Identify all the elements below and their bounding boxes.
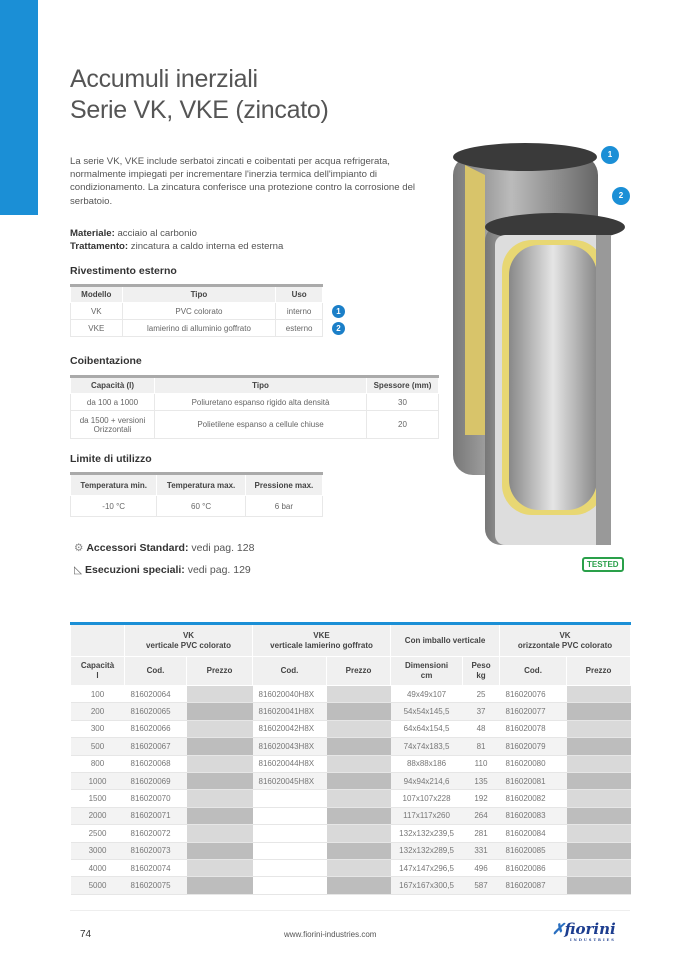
vke-price-cell — [327, 755, 391, 772]
group-header: VK verticale PVC colorato — [125, 624, 253, 657]
intro-text: La serie VK, VKE include serbatoi zincati e coibentati per acqua refrigerata, normalmente impiegati per incrementare l'inerzia termica dell'impianto di condizionamento. La zincatura conferisce una protezione contro la corrosione del serbatoio. — [70, 156, 416, 207]
callout-2-image: 2 — [612, 187, 630, 205]
capacity-cell: 4000 — [71, 859, 125, 876]
vk-price-cell — [187, 825, 253, 842]
table-row — [71, 320, 323, 337]
cell: da 100 a 1000 — [71, 394, 155, 411]
weight-cell: 192 — [463, 790, 500, 807]
capacity-cell: 500 — [71, 738, 125, 755]
logo-text: fiorini — [564, 920, 616, 938]
vko-code-cell: 816020081 — [500, 772, 567, 789]
vk-code-cell: 816020075 — [125, 877, 187, 894]
th: Temperatura min. — [71, 474, 157, 496]
callout-1-image: 1 — [601, 146, 619, 164]
dimensions-cell: 132x132x239,5 — [391, 825, 463, 842]
table-row — [71, 807, 631, 824]
vke-code-cell: 816020044H8X — [253, 755, 327, 772]
weight-cell: 587 — [463, 877, 500, 894]
capacity-cell: 2000 — [71, 807, 125, 824]
th: Temperatura max. — [157, 474, 245, 496]
esecuzioni-label: Esecuzioni speciali: — [85, 564, 185, 576]
vke-price-cell — [327, 772, 391, 789]
vke-code-cell — [253, 877, 327, 894]
website-link[interactable]: www.fiorini-industries.com — [284, 930, 377, 939]
material-value: acciaio al carbonio — [114, 228, 197, 239]
capacity-cell: 3000 — [71, 842, 125, 859]
vke-price-cell — [327, 686, 391, 703]
vko-price-cell — [567, 738, 631, 755]
vk-code-cell: 816020067 — [125, 738, 187, 755]
vko-price-cell — [567, 686, 631, 703]
vke-code-cell: 816020040H8X — [253, 686, 327, 703]
table-row — [71, 411, 439, 439]
weight-cell: 25 — [463, 686, 500, 703]
logo-subtext: INDUSTRIES — [570, 938, 616, 942]
dimensions-cell: 88x88x186 — [391, 755, 463, 772]
vke-price-cell — [327, 807, 391, 824]
subheader: Prezzo — [327, 657, 391, 686]
dimensions-cell: 64x64x154,5 — [391, 720, 463, 737]
dimensions-cell: 49x49x107 — [391, 686, 463, 703]
cell: 30 — [367, 394, 439, 411]
capacity-cell: 300 — [71, 720, 125, 737]
vke-price-cell — [327, 842, 391, 859]
vko-price-cell — [567, 877, 631, 894]
th: Spessore (mm) — [367, 377, 439, 394]
subheader: Cod. — [125, 657, 187, 686]
set-square-icon: ◺ — [74, 564, 83, 576]
vk-code-cell: 816020071 — [125, 807, 187, 824]
capacity-cell: 2500 — [71, 825, 125, 842]
vko-code-cell: 816020079 — [500, 738, 567, 755]
vke-code-cell — [253, 807, 327, 824]
vko-code-cell: 816020085 — [500, 842, 567, 859]
vko-price-cell — [567, 755, 631, 772]
vk-price-cell — [187, 703, 253, 720]
vko-code-cell: 816020077 — [500, 703, 567, 720]
table-row — [71, 738, 631, 755]
group-header: VK orizzontale PVC colorato — [500, 624, 631, 657]
vko-price-cell — [567, 703, 631, 720]
vke-code-cell: 816020045H8X — [253, 772, 327, 789]
vk-price-cell — [187, 755, 253, 772]
vke-code-cell: 816020043H8X — [253, 738, 327, 755]
group-header: Con imballo verticale — [391, 624, 500, 657]
group-header: VKE verticale lamierino goffrato — [253, 624, 391, 657]
weight-cell: 81 — [463, 738, 500, 755]
vko-code-cell: 816020083 — [500, 807, 567, 824]
vko-code-cell: 816020080 — [500, 755, 567, 772]
vko-price-cell — [567, 720, 631, 737]
cell: esterno — [276, 320, 323, 337]
callout-1-badge: 1 — [332, 305, 345, 318]
vko-price-cell — [567, 790, 631, 807]
vk-price-cell — [187, 738, 253, 755]
table-row — [71, 394, 439, 411]
vke-code-cell: 816020042H8X — [253, 720, 327, 737]
vk-code-cell: 816020070 — [125, 790, 187, 807]
vk-code-cell: 816020074 — [125, 859, 187, 876]
limite-title: Limite di utilizzo — [70, 453, 152, 465]
vk-price-cell — [187, 790, 253, 807]
accessories-icon: ⚙ — [74, 542, 84, 554]
table-row — [71, 790, 631, 807]
vko-code-cell: 816020087 — [500, 877, 567, 894]
dimensions-cell: 54x54x145,5 — [391, 703, 463, 720]
vko-price-cell — [567, 807, 631, 824]
coibentazione-table — [70, 375, 439, 439]
vk-price-cell — [187, 859, 253, 876]
page-number: 74 — [80, 929, 92, 940]
vk-code-cell: 816020068 — [125, 755, 187, 772]
vko-code-cell: 816020078 — [500, 720, 567, 737]
material-label: Materiale: — [70, 228, 115, 239]
capacity-cell: 200 — [71, 703, 125, 720]
table-row — [71, 686, 631, 703]
capacity-cell: 1500 — [71, 790, 125, 807]
th: Modello — [71, 286, 123, 303]
table-row — [71, 303, 323, 320]
vk-code-cell: 816020069 — [125, 772, 187, 789]
treatment-label: Trattamento: — [70, 241, 129, 252]
weight-cell: 264 — [463, 807, 500, 824]
vke-code-cell: 816020041H8X — [253, 703, 327, 720]
title-line-2: Serie VK, VKE (zincato) — [70, 96, 329, 124]
accent-bar — [0, 0, 38, 215]
vko-code-cell: 816020084 — [500, 825, 567, 842]
vk-code-cell: 816020073 — [125, 842, 187, 859]
vko-code-cell: 816020082 — [500, 790, 567, 807]
vke-code-cell — [253, 825, 327, 842]
fiorini-logo — [552, 920, 616, 943]
capacity-cell: 1000 — [71, 772, 125, 789]
vke-price-cell — [327, 825, 391, 842]
page-title — [70, 64, 328, 126]
vk-price-cell — [187, 877, 253, 894]
cell: 6 bar — [245, 496, 322, 517]
subheader: Prezzo — [567, 657, 631, 686]
vke-price-cell — [327, 790, 391, 807]
weight-cell: 48 — [463, 720, 500, 737]
vke-price-cell — [327, 738, 391, 755]
vke-price-cell — [327, 703, 391, 720]
table-row — [71, 496, 323, 517]
vko-code-cell: 816020086 — [500, 859, 567, 876]
callout-2-badge: 2 — [332, 322, 345, 335]
cell: -10 °C — [71, 496, 157, 517]
esecuzioni-link[interactable]: vedi pag. 129 — [184, 564, 251, 576]
accessori-link[interactable]: vedi pag. 128 — [188, 542, 255, 554]
rivestimento-table — [70, 284, 323, 337]
vk-price-cell — [187, 686, 253, 703]
vk-code-cell: 816020065 — [125, 703, 187, 720]
dimensions-cell: 147x147x296,5 — [391, 859, 463, 876]
vko-price-cell — [567, 842, 631, 859]
coibentazione-title: Coibentazione — [70, 355, 142, 367]
dimensions-cell: 94x94x214,6 — [391, 772, 463, 789]
vke-price-cell — [327, 877, 391, 894]
subheader: Capacità l — [71, 657, 125, 686]
cell: interno — [276, 303, 323, 320]
th — [71, 624, 125, 657]
dimensions-cell: 117x117x260 — [391, 807, 463, 824]
cell: lamierino di alluminio goffrato — [122, 320, 276, 337]
cell: PVC colorato — [122, 303, 276, 320]
title-line-1: Accumuli inerziali — [70, 65, 258, 93]
cell: Poliuretano espanso rigido alta densità — [155, 394, 367, 411]
vke-code-cell — [253, 859, 327, 876]
th: Tipo — [155, 377, 367, 394]
dimensions-cell: 74x74x183,5 — [391, 738, 463, 755]
vko-price-cell — [567, 859, 631, 876]
table-row — [71, 703, 631, 720]
weight-cell: 37 — [463, 703, 500, 720]
treatment-value: zincatura a caldo interna ed esterna — [128, 241, 284, 252]
dimensions-cell: 132x132x289,5 — [391, 842, 463, 859]
capacity-cell: 5000 — [71, 877, 125, 894]
vko-price-cell — [567, 825, 631, 842]
weight-cell: 331 — [463, 842, 500, 859]
table-row — [71, 772, 631, 789]
table-row — [71, 825, 631, 842]
capacity-cell: 100 — [71, 686, 125, 703]
table-row — [71, 720, 631, 737]
subheader: Cod. — [253, 657, 327, 686]
tested-badge: TESTED — [582, 557, 624, 572]
vk-price-cell — [187, 807, 253, 824]
vk-code-cell: 816020072 — [125, 825, 187, 842]
dimensions-cell: 167x167x300,5 — [391, 877, 463, 894]
cell: 20 — [367, 411, 439, 439]
cell: da 1500 + versioni Orizzontali — [71, 411, 155, 439]
vke-price-cell — [327, 859, 391, 876]
cell: Polietilene espanso a cellule chiuse — [155, 411, 367, 439]
weight-cell: 496 — [463, 859, 500, 876]
cell: 60 °C — [157, 496, 245, 517]
vko-price-cell — [567, 772, 631, 789]
subheader: Dimensioni cm — [391, 657, 463, 686]
capacity-cell: 800 — [71, 755, 125, 772]
vk-price-cell — [187, 720, 253, 737]
table-row — [71, 859, 631, 876]
th: Capacità (l) — [71, 377, 155, 394]
vko-code-cell: 816020076 — [500, 686, 567, 703]
th: Tipo — [122, 286, 276, 303]
weight-cell: 281 — [463, 825, 500, 842]
vk-price-cell — [187, 842, 253, 859]
subheader: Prezzo — [187, 657, 253, 686]
cell: VK — [71, 303, 123, 320]
th: Pressione max. — [245, 474, 322, 496]
footer-divider — [70, 910, 630, 911]
product-table — [70, 622, 631, 895]
dimensions-cell: 107x107x228 — [391, 790, 463, 807]
subheader: Cod. — [500, 657, 567, 686]
esecuzioni-line[interactable] — [74, 563, 251, 577]
limite-table — [70, 472, 323, 517]
accessori-line[interactable] — [74, 541, 254, 555]
accessori-label: Accessori Standard: — [86, 542, 189, 554]
specs — [70, 227, 283, 253]
rivestimento-title: Rivestimento esterno — [70, 265, 177, 277]
table-row — [71, 842, 631, 859]
logo-mark-icon: ✗ — [552, 920, 565, 938]
vke-code-cell — [253, 842, 327, 859]
weight-cell: 110 — [463, 755, 500, 772]
vke-price-cell — [327, 720, 391, 737]
vk-code-cell: 816020066 — [125, 720, 187, 737]
cell: VKE — [71, 320, 123, 337]
table-row — [71, 755, 631, 772]
th: Uso — [276, 286, 323, 303]
vk-code-cell: 816020064 — [125, 686, 187, 703]
vke-code-cell — [253, 790, 327, 807]
subheader: Peso kg — [463, 657, 500, 686]
vk-price-cell — [187, 772, 253, 789]
table-row — [71, 877, 631, 894]
weight-cell: 135 — [463, 772, 500, 789]
